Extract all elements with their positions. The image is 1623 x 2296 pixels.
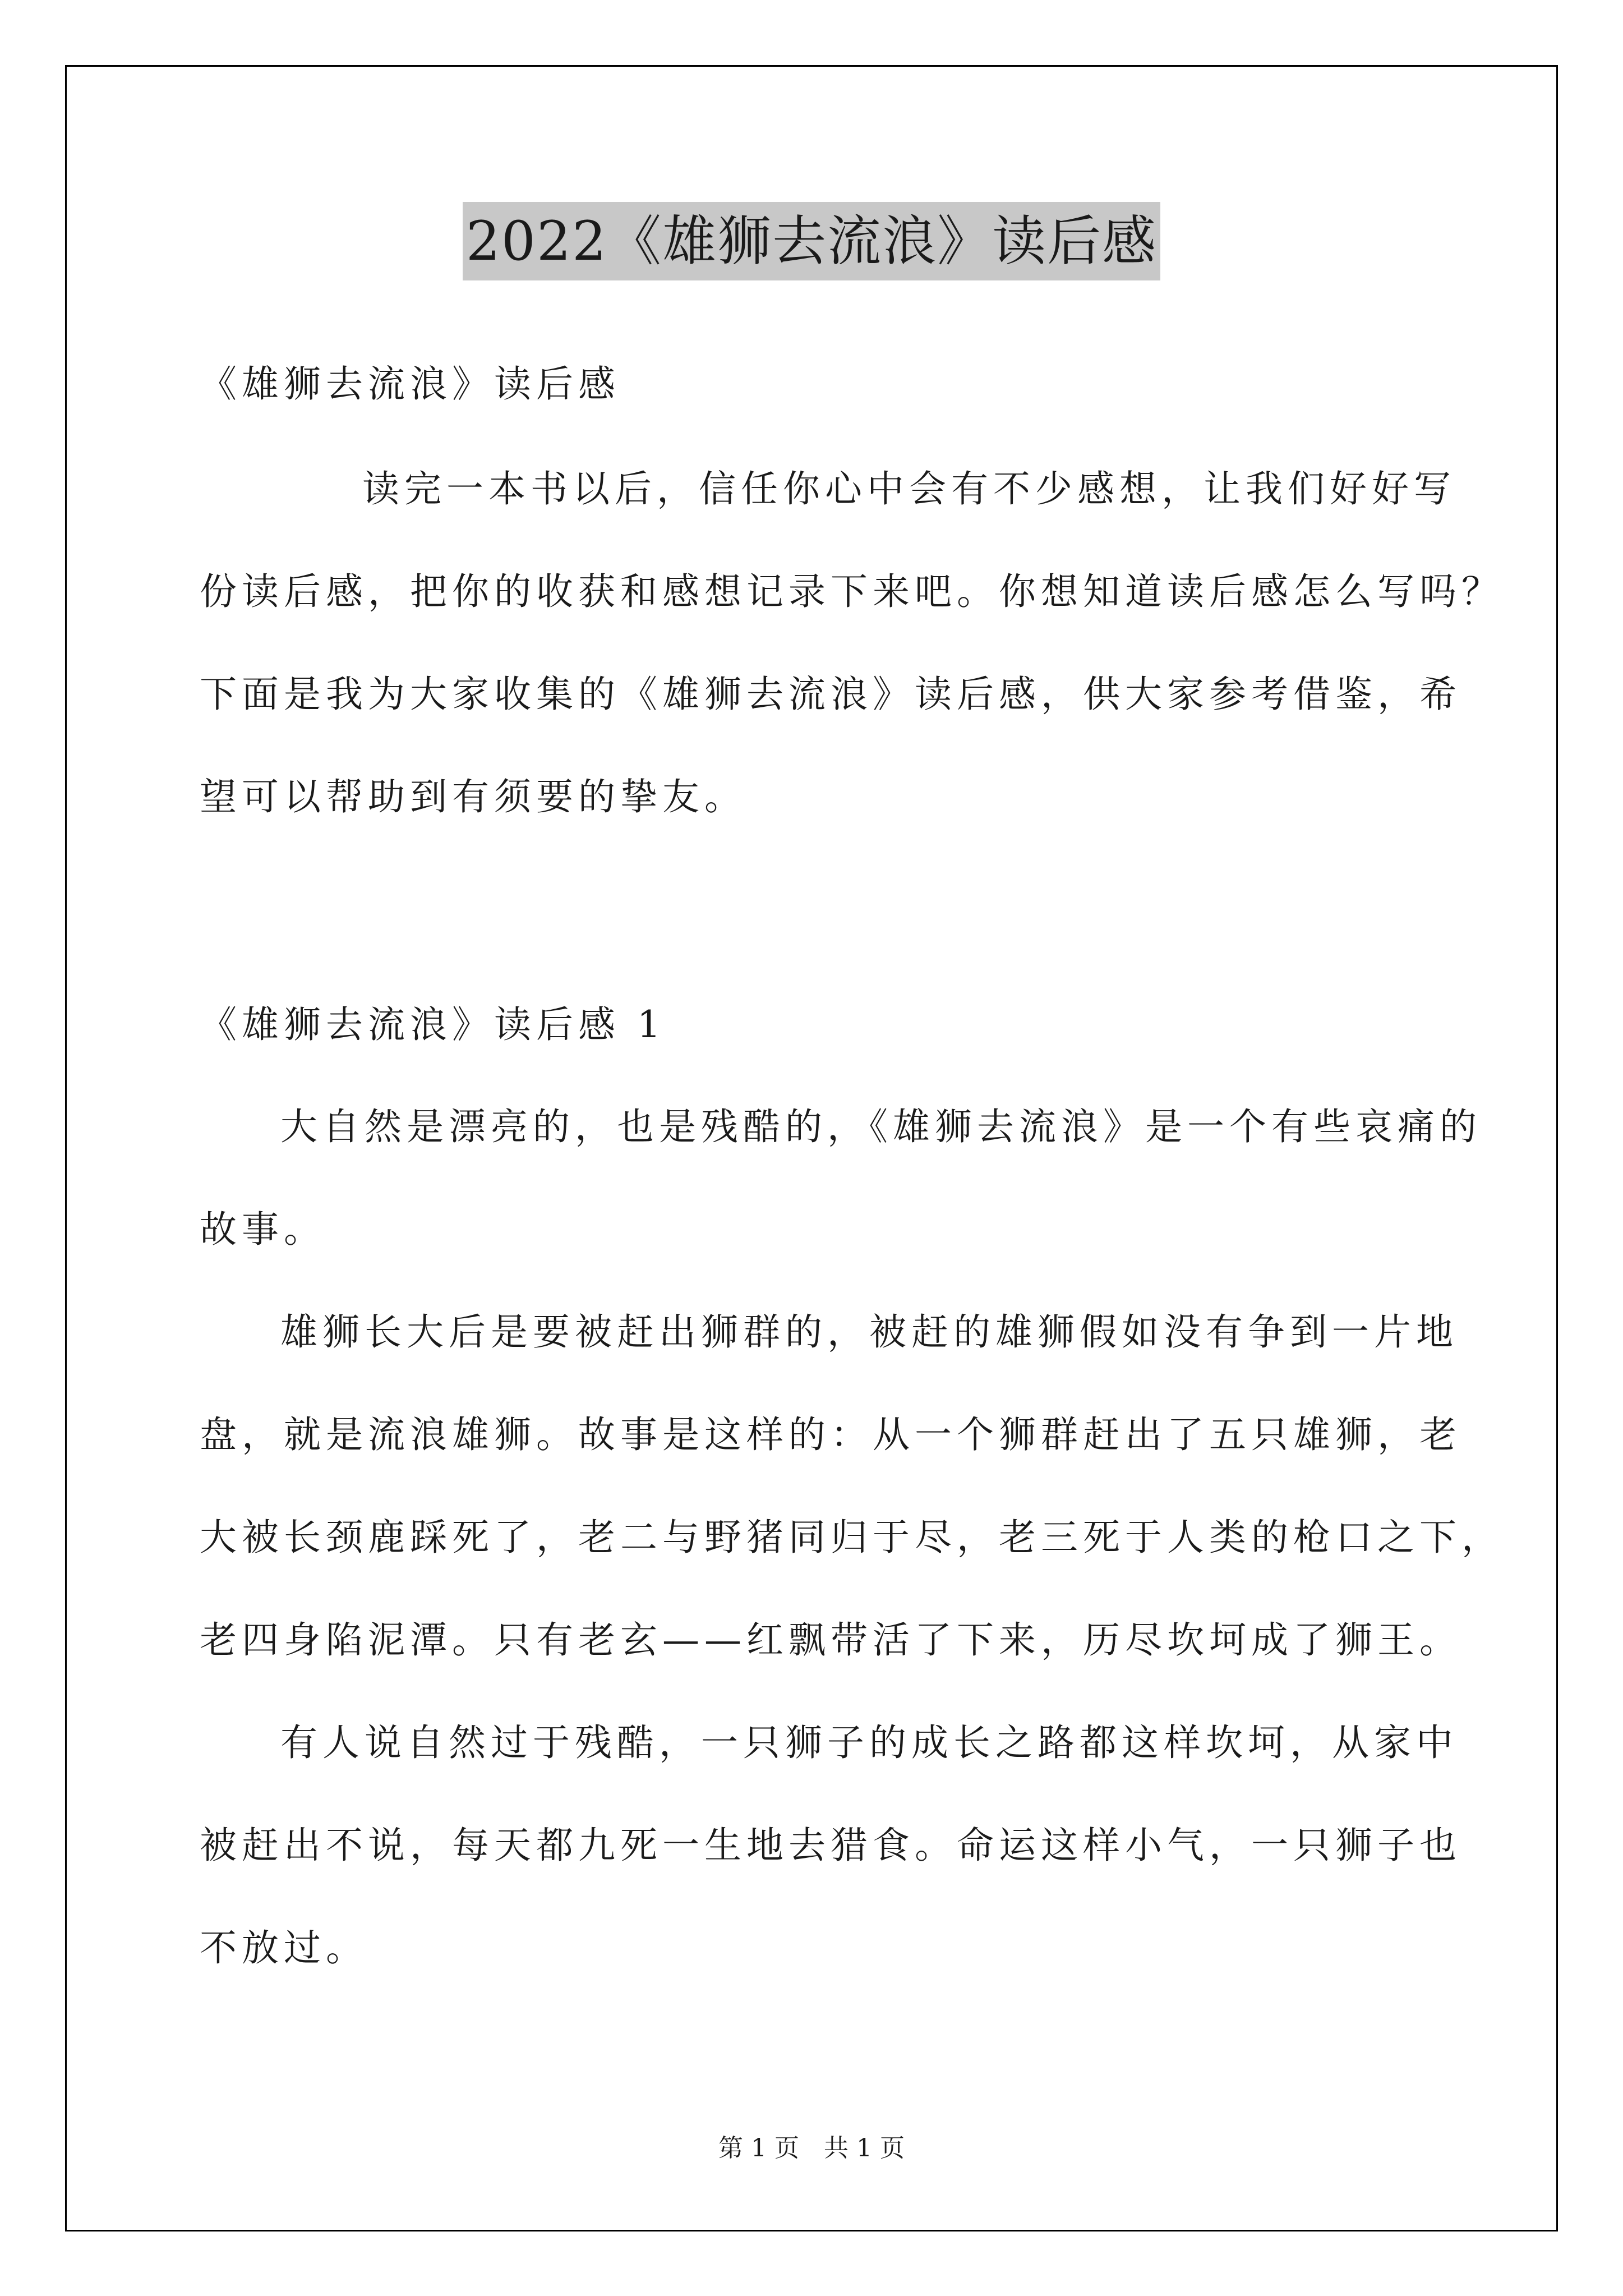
intro-line: 份读后感，把你的收获和感想记录下来吧。你想知道读后感怎么写吗？ <box>200 570 1504 613</box>
document-title <box>0 202 1623 280</box>
section-heading: 《雄狮去流浪》读后感 1 <box>200 1003 666 1046</box>
body-line: 故事。 <box>200 1208 326 1251</box>
body-line: 雄狮长大后是要被赶出狮群的，被赶的雄狮假如没有争到一片地 <box>280 1310 1458 1354</box>
body-line: 大自然是漂亮的，也是残酷的，《雄狮去流浪》是一个有些哀痛的 <box>280 1105 1482 1148</box>
body-line: 被赶出不说，每天都九死一生地去猎食。命运这样小气，一只狮子也 <box>200 1824 1461 1867</box>
body-line: 老四身陷泥潭。只有老玄——红飘带活了下来，历尽坎坷成了狮王。 <box>200 1618 1461 1662</box>
body-line: 盘，就是流浪雄狮。故事是这样的：从一个狮群赶出了五只雄狮，老 <box>200 1413 1461 1456</box>
page-footer: 第 1 页 共 1 页 <box>718 2134 905 2162</box>
body-line: 有人说自然过于残酷，一只狮子的成长之路都这样坎坷，从家中 <box>280 1721 1458 1764</box>
intro-line: 下面是我为大家收集的《雄狮去流浪》读后感，供大家参考借鉴，希 <box>200 673 1461 716</box>
body-line: 不放过。 <box>200 1926 368 1970</box>
document-title-text: 2022《雄狮去流浪》读后感 <box>463 202 1160 280</box>
intro-line: 望可以帮助到有须要的挚友。 <box>200 775 746 818</box>
body-line: 大被长颈鹿踩死了，老二与野猪同归于尽，老三死于人类的枪口之下， <box>200 1516 1504 1559</box>
intro-line: 读完一本书以后，信任你心中会有不少感想，让我们好好写 <box>362 467 1456 510</box>
subtitle: 《雄狮去流浪》读后感 <box>200 362 620 406</box>
